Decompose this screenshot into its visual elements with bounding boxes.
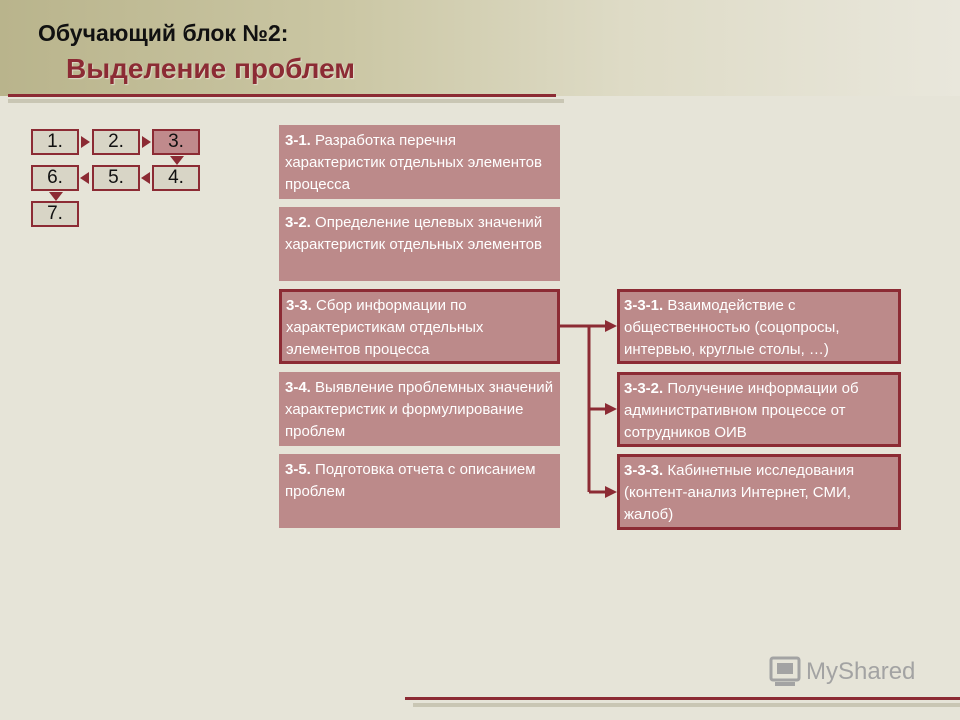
step-code: 3-1. (285, 132, 311, 149)
step-code: 3-5. (285, 461, 311, 478)
substep-code: 3-3-1. (624, 297, 664, 314)
nav-step-2[interactable]: 2. (92, 129, 140, 155)
nav-step-7[interactable]: 7. (31, 201, 79, 227)
step-text: Подготовка отчета с описанием проблем (285, 461, 536, 500)
nav-arrow-3-4-icon (170, 156, 184, 165)
nav-step-1[interactable]: 1. (31, 129, 79, 155)
connector-arrowhead-icon (605, 320, 617, 332)
nav-arrow-1-2-icon (81, 136, 90, 148)
step-code: 3-3. (286, 297, 312, 314)
nav-arrow-6-7-icon (49, 192, 63, 201)
step-code: 3-4. (285, 379, 311, 396)
watermark-text: MyShared (806, 658, 916, 685)
nav-step-6[interactable]: 6. (31, 165, 79, 191)
nav-arrow-4-5-icon (141, 172, 150, 184)
connector-arrowhead-icon (605, 486, 617, 498)
step-box-3-1 (279, 125, 560, 199)
slide-title: Обучающий блок №2: (38, 20, 289, 46)
step-text: Сбор информации по характеристикам отдельных элементов процесса (286, 297, 484, 358)
slide-subtitle: Выделение проблем (66, 53, 355, 84)
step-box-3-4 (279, 372, 560, 446)
substep-box-3-3-2 (617, 372, 901, 447)
nav-arrow-2-3-icon (142, 136, 151, 148)
step-text: Выявление проблемных значений характеристик и формулирование проблем (285, 379, 554, 440)
nav-step-4[interactable]: 4. (152, 165, 200, 191)
footer-rule (405, 697, 960, 700)
substep-code: 3-3-3. (624, 462, 664, 479)
step-text: Разработка перечня характеристик отдельных элементов процесса (285, 132, 542, 193)
header-rule (8, 94, 556, 97)
nav-step-3-active[interactable]: 3. (152, 129, 200, 155)
substep-code: 3-3-2. (624, 380, 664, 397)
substep-box-3-3-3 (617, 454, 901, 530)
step-box-3-5 (279, 454, 560, 528)
header-rule-shadow (8, 99, 564, 103)
nav-step-5[interactable]: 5. (92, 165, 140, 191)
footer-rule-shadow (413, 703, 960, 707)
step-box-3-3 (279, 289, 560, 364)
nav-arrow-5-6-icon (80, 172, 89, 184)
watermark-logo-icon (768, 656, 802, 688)
substep-box-3-3-1 (617, 289, 901, 364)
step-box-3-2 (279, 207, 560, 281)
substep-text: Получение информации об административном процессе от сотрудников ОИВ (624, 380, 859, 441)
substep-text: Взаимодействие с общественностью (соцопросы, интервью, круглые столы, …) (624, 297, 840, 358)
connector-arrowhead-icon (605, 403, 617, 415)
watermark (768, 656, 915, 688)
step-text: Определение целевых значений характеристик отдельных элементов (285, 214, 543, 253)
step-code: 3-2. (285, 214, 311, 231)
substep-text: Кабинетные исследования (контент-анализ Интернет, СМИ, жалоб) (624, 462, 855, 523)
